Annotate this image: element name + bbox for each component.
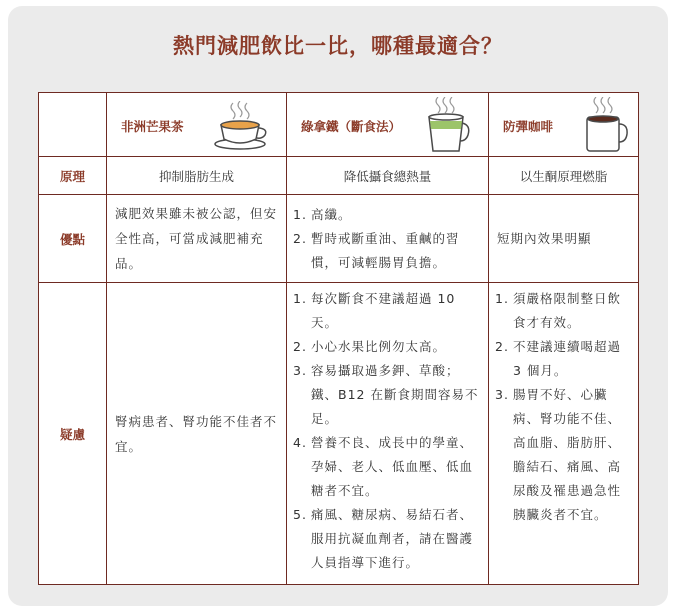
- coffee-mug-icon: [583, 97, 631, 153]
- header-bulletproof-coffee: [489, 93, 639, 157]
- page-title: 熱門減肥飲比一比，哪種最適合？: [173, 34, 503, 58]
- concerns-mango-tea: 腎病患者、腎功能不佳者不宜。: [107, 283, 287, 585]
- column-name-mango-tea: 非洲芒果茶: [121, 119, 184, 134]
- tea-cup-icon: [213, 101, 271, 151]
- principle-green-latte: 降低攝食總熱量: [287, 157, 489, 195]
- green-smoothie-glass-icon: [425, 97, 473, 153]
- pros-green-latte: [287, 195, 489, 283]
- header-blank-cell: [39, 93, 107, 157]
- list-item: 1. 每次斷食不建議超過 10 天。: [293, 291, 456, 330]
- concerns-row: [39, 283, 639, 585]
- column-name-bulletproof-coffee: 防彈咖啡: [503, 119, 554, 134]
- list-item: 1. 高纖。: [293, 206, 352, 222]
- header-green-latte: [287, 93, 489, 157]
- list-item: 1. 須嚴格限制整日飲食才有效。: [495, 291, 622, 330]
- header-mango-tea: [107, 93, 287, 157]
- list-item: 2. 不建議連續喝超過 3 個月。: [495, 339, 622, 378]
- principle-bulletproof-coffee: 以生酮原理燃脂: [489, 157, 639, 195]
- concerns-green-latte: [287, 283, 489, 585]
- header-row: [39, 93, 639, 157]
- comparison-table: [38, 92, 639, 585]
- list-item: 2. 暫時戒斷重油、重鹹的習慣，可減輕腸胃負擔。: [293, 230, 460, 270]
- column-name-green-latte: 綠拿鐵（斷食法）: [301, 119, 402, 134]
- list-item: 3. 腸胃不好、心臟病、腎功能不佳、高血脂、脂肪肝、膽結石、痛風、高尿酸及罹患過急性胰臟炎者不宜。: [495, 387, 622, 522]
- row-label-principle: 原理: [39, 157, 107, 195]
- list-item: 3. 容易攝取過多鉀、草酸；鐵、B12 在斷食期間容易不足。: [293, 363, 479, 426]
- principle-mango-tea: 抑制脂肪生成: [107, 157, 287, 195]
- principle-row: [39, 157, 639, 195]
- list-item: 5. 痛風、糖尿病、易結石者、服用抗凝血劑者，請在醫護人員指導下進行。: [293, 507, 474, 570]
- list-item: 2. 小心水果比例勿太高。: [293, 339, 447, 354]
- pros-mango-tea: 減肥效果雖未被公認，但安全性高，可當成減肥補充品。: [107, 195, 287, 283]
- pros-row: [39, 195, 639, 283]
- row-label-concerns: 疑慮: [39, 283, 107, 585]
- list-item: 4. 營養不良、成長中的學童、孕婦、老人、低血壓、低血糖者不宜。: [293, 435, 474, 498]
- row-label-pros: 優點: [39, 195, 107, 283]
- concerns-bulletproof-coffee: [489, 283, 639, 585]
- pros-bulletproof-coffee: 短期內效果明顯: [489, 195, 639, 283]
